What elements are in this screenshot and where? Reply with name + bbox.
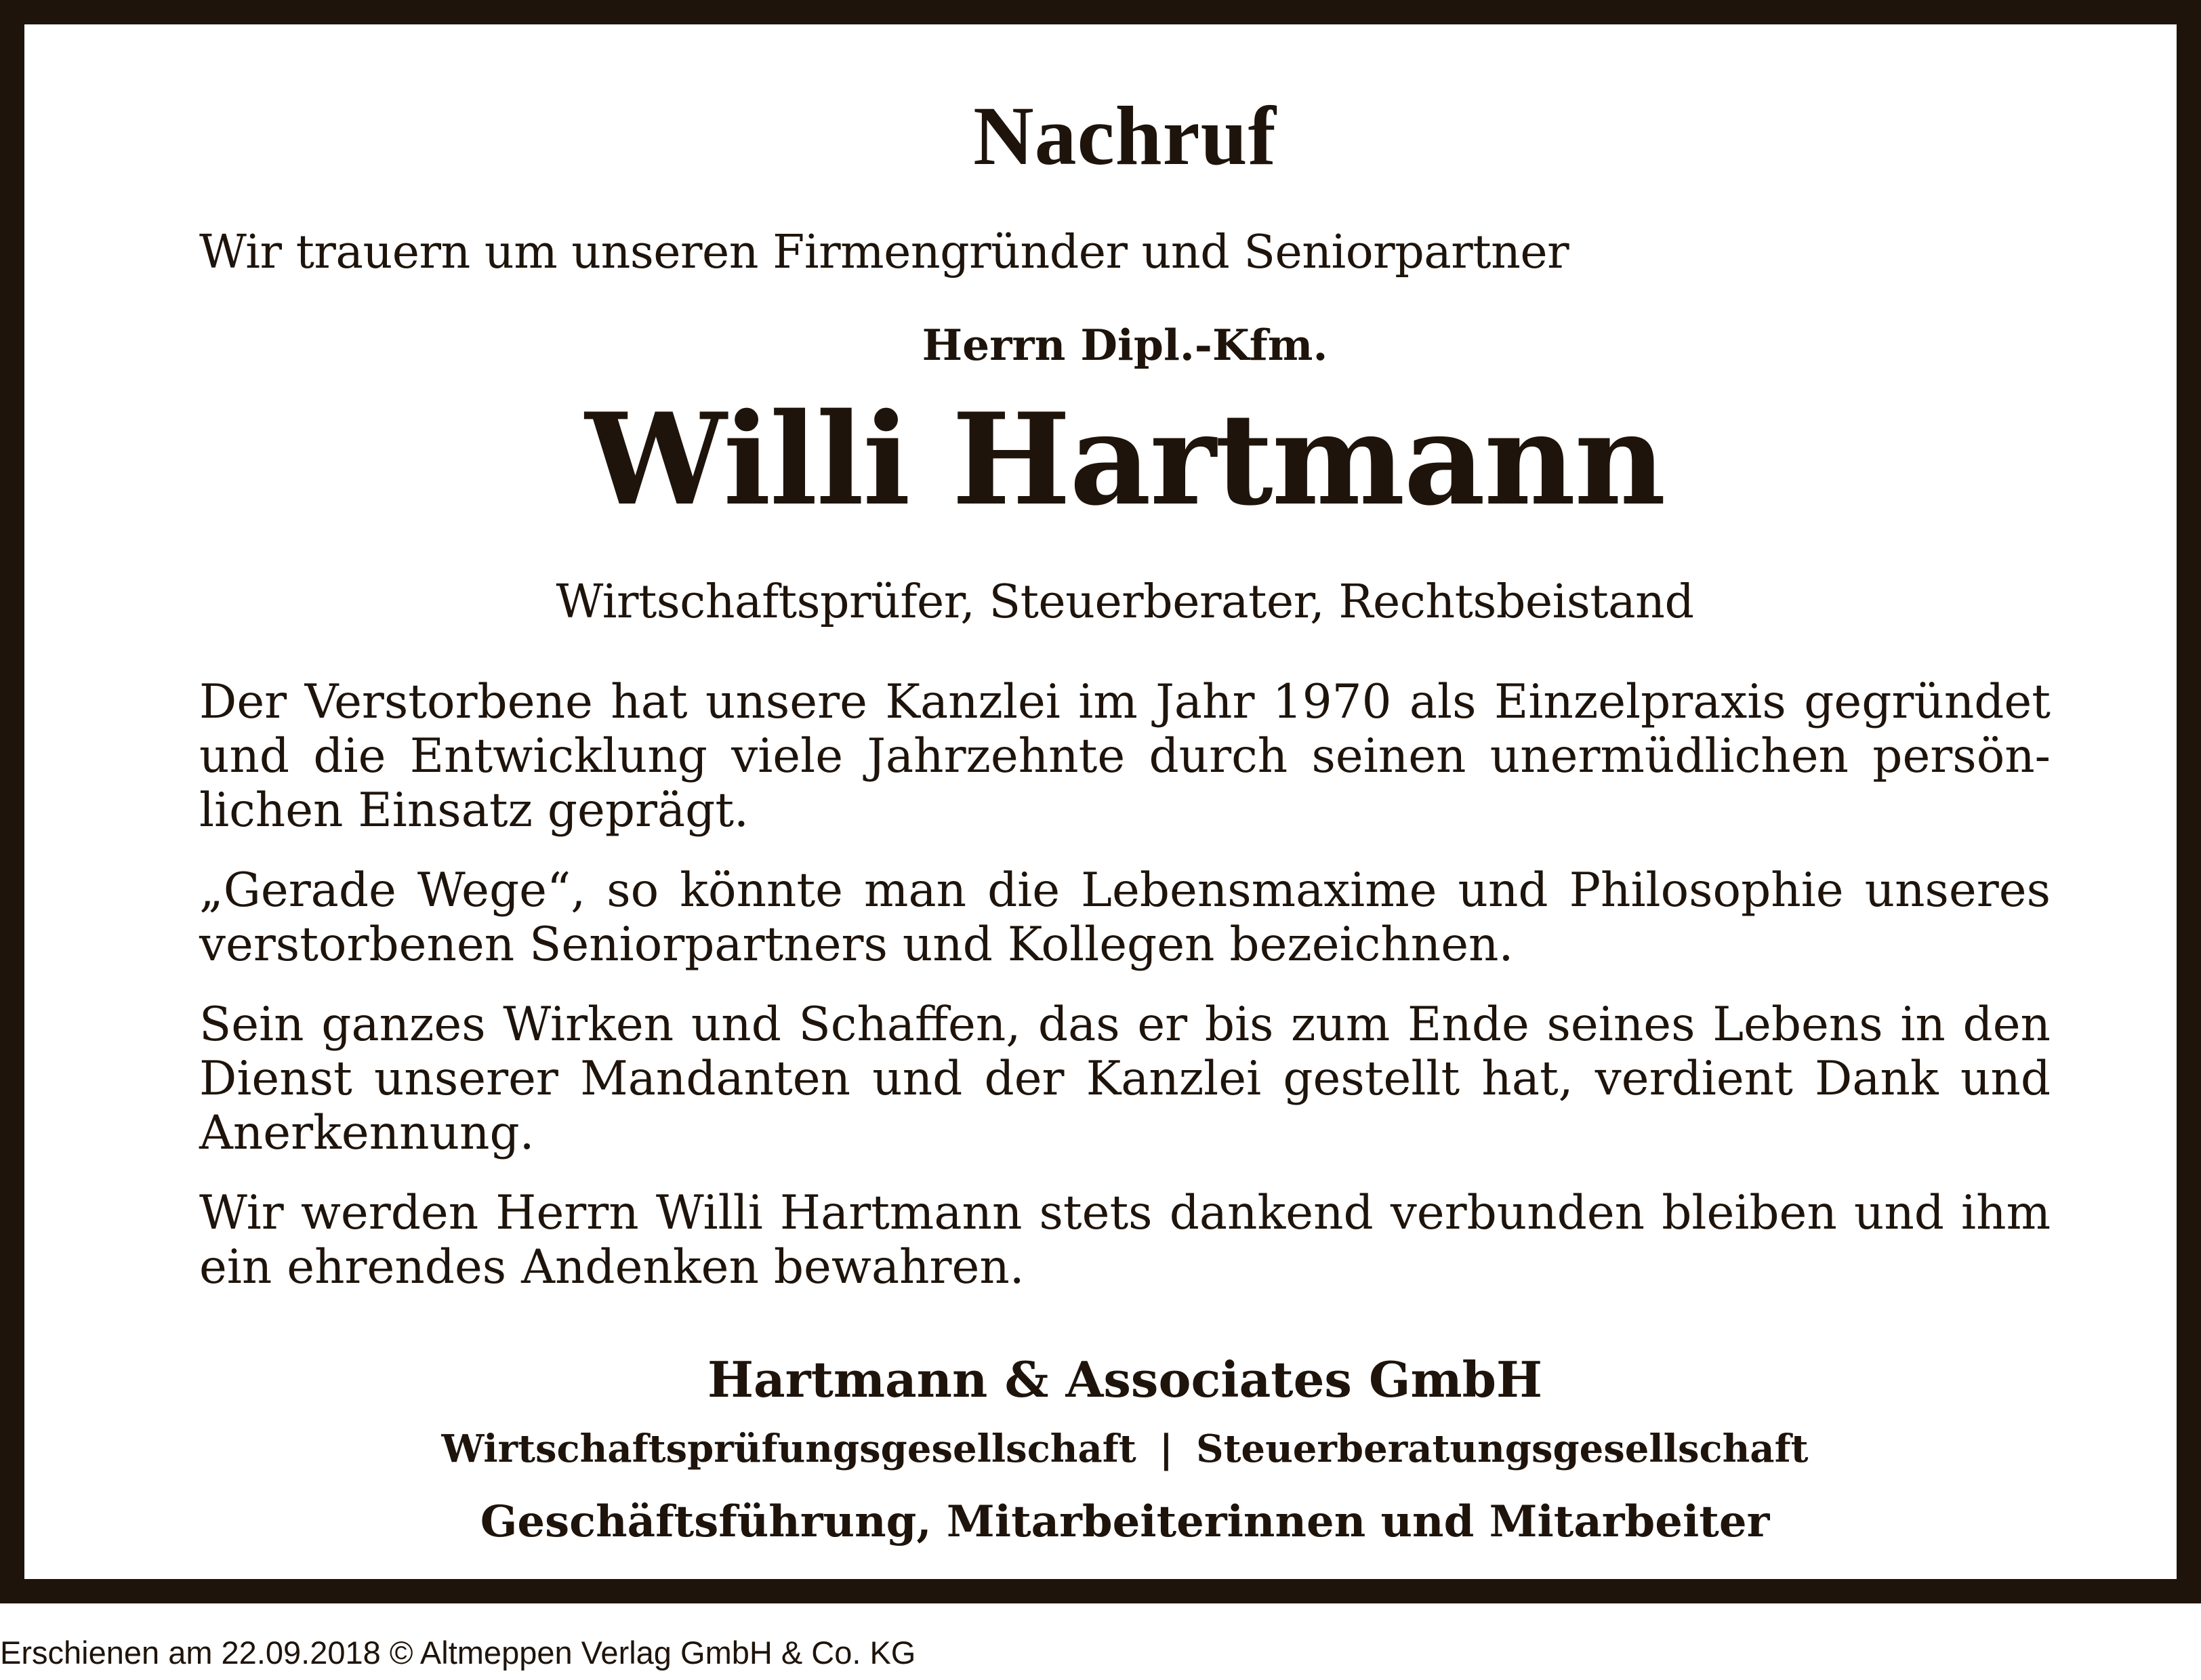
salutation: Herrn Dipl.-Kfm. <box>922 320 1328 370</box>
paragraph-maxim: „Gerade Wege“, so könnte man die Lebensmaxime und Philosophie unseres verstorbenen Seniorpartners und Kollegen bezeichnen. <box>199 863 2051 972</box>
paragraph-founding: Der Verstorbene hat unsere Kanzlei im Jahr 1970 als Einzelpraxis gegründet und die Entwicklung viele Jahrzehnte durch seinen unermüdlichen persön-lichen Einsatz geprägt. <box>199 675 2051 838</box>
company-subtitle <box>199 1422 2051 1476</box>
paragraph-remembrance: Wir werden Herrn Willi Hartmann stets dankend verbunden bleiben und ihm ein ehrendes Andenken bewahren. <box>199 1186 2051 1294</box>
paragraph-work: Sein ganzes Wirken und Schaffen, das er bis zum Ende seines Lebens in den Dienst unserer Mandanten und der Kanzlei gestellt hat, verdient Dank und Anerkennung. <box>199 998 2051 1160</box>
obituary-body <box>199 675 2051 1320</box>
publication-footer: Erschienen am 22.09.2018 © Altmeppen Verlag GmbH & Co. KG <box>0 1635 916 1671</box>
signatories: Geschäftsführung, Mitarbeiterinnen und Mitarbeiter <box>480 1496 1770 1547</box>
company-subtitle-right: Steuerberatungsgesellschaft <box>1196 1427 1809 1471</box>
company-subtitle-left: Wirtschaftsprüfungsgesellschaft <box>441 1427 1136 1471</box>
company-subtitle-separator: | <box>1159 1427 1174 1471</box>
company-name: Hartmann & Associates GmbH <box>707 1351 1543 1408</box>
obituary-title: Nachruf <box>973 89 1277 182</box>
intro-line: Wir trauern um unseren Firmengründer und Seniorpartner <box>199 226 1569 279</box>
profession-line: Wirtschaftsprüfer, Steuerberater, Rechtsbeistand <box>556 575 1694 629</box>
deceased-name: Willi Hartmann <box>585 385 1665 533</box>
